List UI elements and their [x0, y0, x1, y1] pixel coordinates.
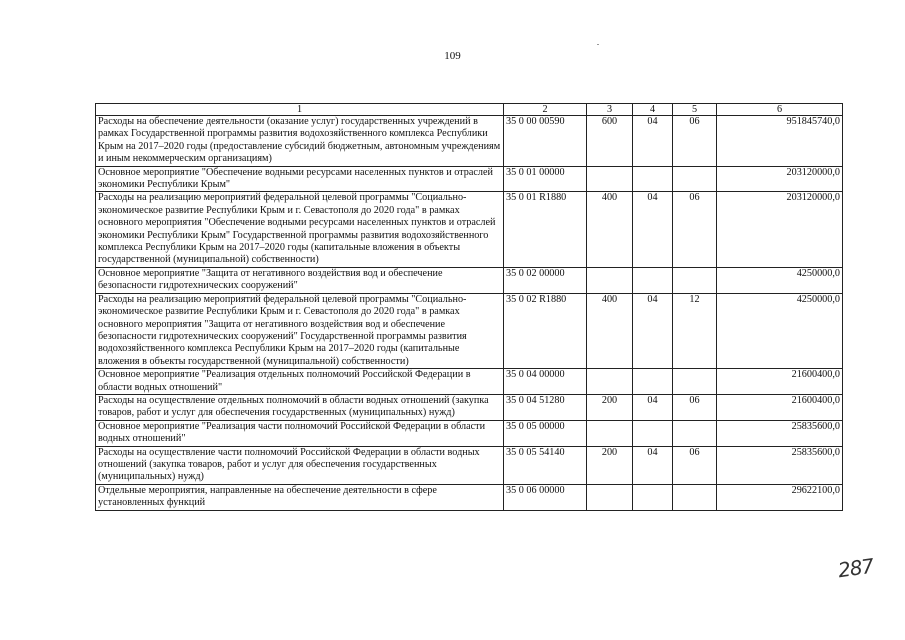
- table-row: [96, 166, 843, 192]
- page-number: 109: [444, 50, 461, 62]
- column-header-name: 1: [96, 104, 504, 116]
- row-section-cell: [633, 166, 673, 192]
- row-subsection-cell: [673, 267, 717, 293]
- row-section-cell: 04: [633, 293, 673, 368]
- row-amount-cell: 4250000,0: [717, 267, 843, 293]
- row-code-cell: 35 0 02 00000: [504, 267, 587, 293]
- row-section-cell: [633, 369, 673, 395]
- row-section-cell: 04: [633, 192, 673, 267]
- row-code-cell: 35 0 04 51280: [504, 394, 587, 420]
- row-expense-type-cell: [587, 420, 633, 446]
- column-header-code: 2: [504, 104, 587, 116]
- row-expense-type-cell: [587, 484, 633, 510]
- table-row: [96, 394, 843, 420]
- table-header-row: [96, 104, 843, 116]
- row-section-cell: 04: [633, 394, 673, 420]
- table-row: [96, 446, 843, 484]
- row-amount-cell: 25835600,0: [717, 420, 843, 446]
- row-amount-cell: 25835600,0: [717, 446, 843, 484]
- row-name-cell: Расходы на реализацию мероприятий федеральной целевой программы "Социально-экономическое развитие Республики Крым и г. Севастополя до 2020 года" в рамках основного мероприятия "Обеспечение водными ресурсами населенных пунктов и отраслей экономики Республики Крым" Государственной программы развития водохозяйственного комплекса Республики Крым на 2017–2020 годы (капитальные вложения в объекты государственной (муниципальной) собственности): [96, 192, 504, 267]
- row-amount-cell: 29622100,0: [717, 484, 843, 510]
- row-name-cell: Основное мероприятие "Обеспечение водными ресурсами населенных пунктов и отраслей экономики Республики Крым": [96, 166, 504, 192]
- row-name-cell: Основное мероприятие "Реализация отдельных полномочий Российской Федерации в области водных отношений": [96, 369, 504, 395]
- row-subsection-cell: [673, 369, 717, 395]
- row-section-cell: [633, 267, 673, 293]
- row-subsection-cell: 06: [673, 192, 717, 267]
- row-expense-type-cell: 600: [587, 116, 633, 167]
- row-expense-type-cell: [587, 166, 633, 192]
- row-section-cell: [633, 420, 673, 446]
- row-amount-cell: 21600400,0: [717, 369, 843, 395]
- row-amount-cell: 21600400,0: [717, 394, 843, 420]
- row-code-cell: 35 0 06 00000: [504, 484, 587, 510]
- column-header-amount: 6: [717, 104, 843, 116]
- row-expense-type-cell: [587, 267, 633, 293]
- row-expense-type-cell: 400: [587, 293, 633, 368]
- row-subsection-cell: [673, 484, 717, 510]
- row-code-cell: 35 0 01 R1880: [504, 192, 587, 267]
- table-row: [96, 293, 843, 368]
- table-row: [96, 369, 843, 395]
- row-name-cell: Расходы на обеспечение деятельности (оказание услуг) государственных учреждений в рамках Государственной программы развития водохозяйственного комплекса Республики Крым на 2017–2020 годы (предоставление субсидий бюджетным, автономным учреждениям и иным некоммерческим организациям): [96, 116, 504, 167]
- table-row: [96, 267, 843, 293]
- scan-speck: [597, 44, 599, 45]
- row-subsection-cell: 06: [673, 116, 717, 167]
- row-amount-cell: 203120000,0: [717, 166, 843, 192]
- row-code-cell: 35 0 04 00000: [504, 369, 587, 395]
- budget-table: [95, 103, 843, 511]
- row-expense-type-cell: [587, 369, 633, 395]
- row-section-cell: 04: [633, 446, 673, 484]
- row-section-cell: 04: [633, 116, 673, 167]
- row-name-cell: Расходы на осуществление части полномочий Российской Федерации в области водных отношений (закупка товаров, работ и услуг для обеспечения государственных (муниципальных) нужд): [96, 446, 504, 484]
- row-name-cell: Расходы на осуществление отдельных полномочий в области водных отношений (закупка товаров, работ и услуг для обеспечения государственных (муниципальных) нужд): [96, 394, 504, 420]
- row-subsection-cell: 06: [673, 446, 717, 484]
- row-section-cell: [633, 484, 673, 510]
- column-header-section: 4: [633, 104, 673, 116]
- row-code-cell: 35 0 05 00000: [504, 420, 587, 446]
- row-amount-cell: 203120000,0: [717, 192, 843, 267]
- row-name-cell: Основное мероприятие "Защита от негативного воздействия вод и обеспечение безопасности гидротехнических сооружений": [96, 267, 504, 293]
- row-subsection-cell: [673, 166, 717, 192]
- row-code-cell: 35 0 02 R1880: [504, 293, 587, 368]
- handwritten-page-mark: 287: [836, 553, 875, 583]
- row-expense-type-cell: 200: [587, 446, 633, 484]
- table-row: [96, 192, 843, 267]
- table-row: [96, 420, 843, 446]
- row-name-cell: Отдельные мероприятия, направленные на обеспечение деятельности в сфере установленных функций: [96, 484, 504, 510]
- row-expense-type-cell: 400: [587, 192, 633, 267]
- row-expense-type-cell: 200: [587, 394, 633, 420]
- row-code-cell: 35 0 00 00590: [504, 116, 587, 167]
- row-amount-cell: 951845740,0: [717, 116, 843, 167]
- row-subsection-cell: [673, 420, 717, 446]
- row-code-cell: 35 0 05 54140: [504, 446, 587, 484]
- row-subsection-cell: 06: [673, 394, 717, 420]
- row-code-cell: 35 0 01 00000: [504, 166, 587, 192]
- row-subsection-cell: 12: [673, 293, 717, 368]
- column-header-expense-type: 3: [587, 104, 633, 116]
- row-name-cell: Основное мероприятие "Реализация части полномочий Российской Федерации в области водных отношений": [96, 420, 504, 446]
- table-row: [96, 484, 843, 510]
- table-row: [96, 116, 843, 167]
- row-amount-cell: 4250000,0: [717, 293, 843, 368]
- column-header-subsection: 5: [673, 104, 717, 116]
- row-name-cell: Расходы на реализацию мероприятий федеральной целевой программы "Социально-экономическое развитие Республики Крым и г. Севастополя до 2020 года" в рамках основного мероприятия "Защита от негативного воздействия вод и обеспечение безопасности гидротехнических сооружений" Государственной программы развития водохозяйственного комплекса Республики Крым на 2017–2020 годы (капитальные вложения в объекты государственной (муниципальной) собственности): [96, 293, 504, 368]
